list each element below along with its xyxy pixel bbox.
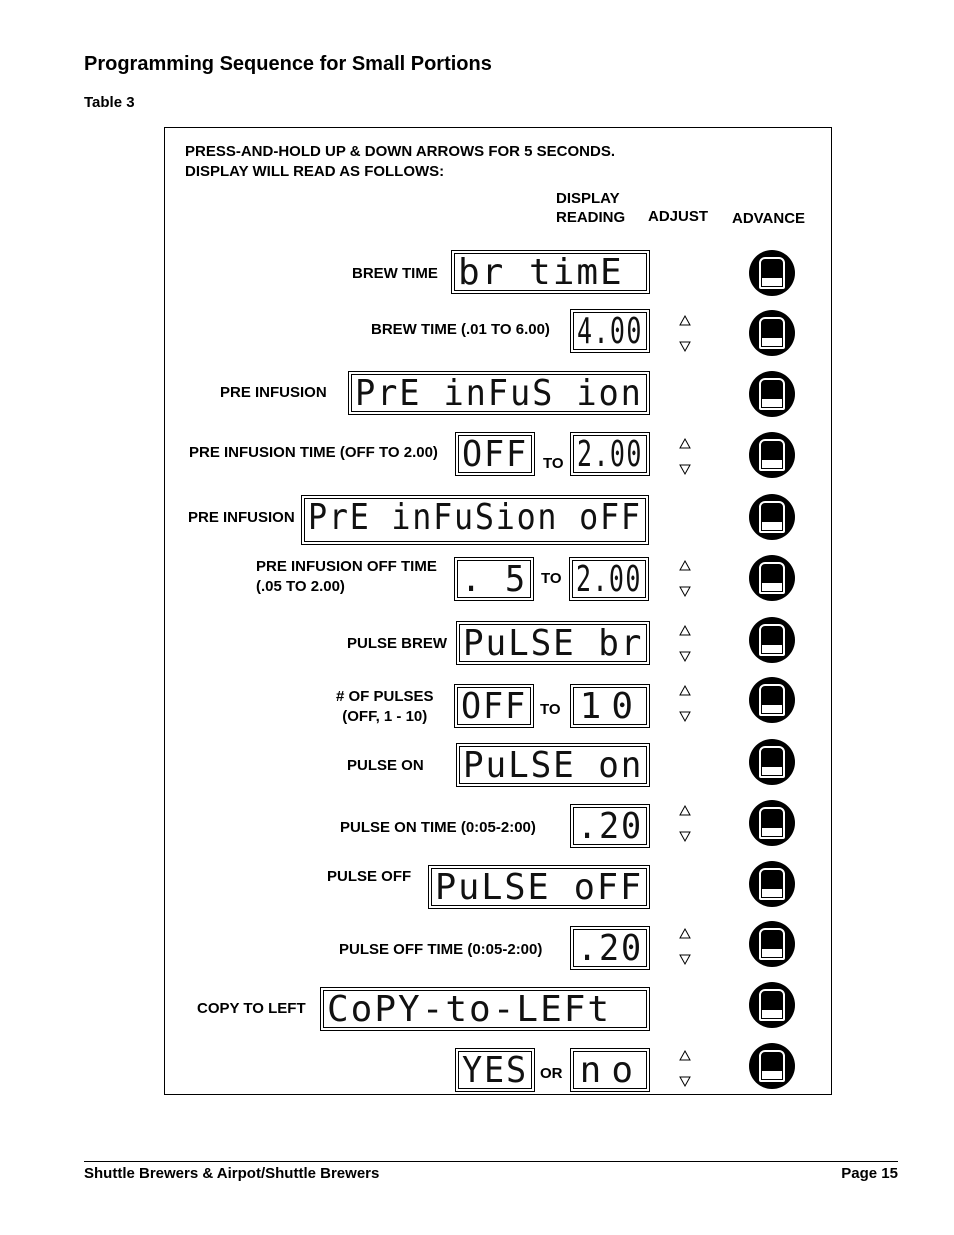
pulse-on-label: PULSE ON (347, 757, 424, 774)
advance-button-icon[interactable] (749, 250, 795, 296)
column-display-reading (556, 189, 625, 227)
up-arrow-icon[interactable] (679, 928, 691, 940)
up-arrow-icon[interactable] (679, 625, 691, 637)
advance-button-icon[interactable] (749, 800, 795, 846)
footer-page-number: Page 15 (841, 1165, 898, 1182)
confirm-connector: OR (540, 1065, 563, 1082)
advance-button-icon[interactable] (749, 739, 795, 785)
num-pulses-connector: TO (540, 701, 561, 718)
pulse-off-display (428, 865, 650, 909)
pre-infusion-display (348, 371, 650, 415)
down-arrow-icon[interactable] (679, 463, 691, 475)
confirm-display-b-text: no (579, 1050, 643, 1091)
pre-infusion-off-time-label-line2: (.05 TO 2.00) (256, 578, 345, 595)
advance-button-icon[interactable] (749, 677, 795, 723)
down-arrow-icon[interactable] (679, 830, 691, 842)
pulse-off-time-label: PULSE OFF TIME (0:05-2:00) (339, 941, 543, 958)
brew-time-set-display-text: 4.00 (577, 311, 643, 352)
down-arrow-icon[interactable] (679, 953, 691, 965)
pre-infusion-off-time-display-b (569, 557, 649, 601)
advance-button-icon[interactable] (749, 310, 795, 356)
column-advance: ADVANCE (732, 210, 806, 227)
pre-infusion-time-label: PRE INFUSION TIME (OFF TO 2.00) (189, 444, 438, 461)
pulse-on-display-text: PuLSE on (463, 745, 644, 786)
pulse-on-display (456, 743, 650, 787)
copy-to-left-label: COPY TO LEFT (197, 1000, 306, 1017)
advance-button-icon[interactable] (749, 371, 795, 417)
up-arrow-icon[interactable] (679, 805, 691, 817)
pre-infusion-time-display-b-text: 2.00 (577, 434, 643, 475)
pulse-brew-display (456, 621, 650, 665)
pulse-on-time-label: PULSE ON TIME (0:05-2:00) (340, 819, 536, 836)
num-pulses-display-b-text: 10 (579, 686, 643, 727)
brew-time-display-text: br timE (458, 252, 624, 293)
up-arrow-icon[interactable] (679, 1050, 691, 1062)
pre-infusion-off-time-display-a-text: . 5 (461, 559, 528, 600)
confirm-display-a (455, 1048, 535, 1092)
confirm-display-a-text: YES (462, 1050, 529, 1091)
page-title: Programming Sequence for Small Portions (84, 53, 492, 75)
pre-infusion-time-display-a-text: OFF (462, 434, 529, 475)
advance-button-icon[interactable] (749, 861, 795, 907)
pre-infusion-off-time-connector: TO (541, 570, 562, 587)
pre-infusion-off-label: PRE INFUSION (188, 509, 295, 526)
down-arrow-icon[interactable] (679, 340, 691, 352)
column-display-line2: READING (556, 209, 626, 226)
up-arrow-icon[interactable] (679, 438, 691, 450)
advance-button-icon[interactable] (749, 494, 795, 540)
num-pulses-label-line2: (OFF, 1 - 10) (342, 708, 428, 725)
table-label: Table 3 (84, 94, 135, 111)
advance-button-icon[interactable] (749, 555, 795, 601)
pulse-brew-display-text: PuLSE br (463, 623, 644, 664)
pulse-off-time-display-text: .20 (577, 928, 644, 969)
pre-infusion-display-text: PrE inFuS ion (355, 373, 643, 414)
pulse-brew-label: PULSE BREW (347, 635, 448, 652)
pre-infusion-off-time-display-b-text: 2.00 (576, 559, 642, 600)
up-arrow-icon[interactable] (679, 315, 691, 327)
pre-infusion-time-display-b (570, 432, 650, 476)
down-arrow-icon[interactable] (679, 585, 691, 597)
pulse-off-label: PULSE OFF (327, 868, 412, 885)
num-pulses-label-line1: # OF PULSES (336, 688, 434, 705)
pre-infusion-off-display (301, 495, 649, 545)
intro-text (185, 142, 615, 182)
brew-time-set-display (570, 309, 650, 353)
num-pulses-display-a (454, 684, 534, 728)
copy-to-left-display (320, 987, 650, 1031)
up-arrow-icon[interactable] (679, 685, 691, 697)
pre-infusion-off-time-label-line1: PRE INFUSION OFF TIME (256, 558, 437, 575)
pre-infusion-time-display-a (455, 432, 535, 476)
pulse-on-time-display (570, 804, 650, 848)
copy-to-left-display-text: CoPY-to-LEFt (327, 989, 612, 1030)
advance-button-icon[interactable] (749, 617, 795, 663)
down-arrow-icon[interactable] (679, 710, 691, 722)
advance-button-icon[interactable] (749, 982, 795, 1028)
intro-line-2: DISPLAY WILL READ AS FOLLOWS: (185, 163, 445, 180)
up-arrow-icon[interactable] (679, 560, 691, 572)
pulse-off-display-text: PuLSE oFF (435, 867, 644, 908)
pre-infusion-off-time-display-a (454, 557, 534, 601)
advance-button-icon[interactable] (749, 1043, 795, 1089)
pulse-on-time-display-text: .20 (577, 806, 644, 847)
confirm-display-b (570, 1048, 650, 1092)
brew-time-set-label: BREW TIME (.01 TO 6.00) (371, 321, 550, 338)
brew-time-display (451, 250, 650, 294)
down-arrow-icon[interactable] (679, 650, 691, 662)
footer-rule (84, 1161, 898, 1162)
advance-button-icon[interactable] (749, 921, 795, 967)
pre-infusion-time-connector: TO (543, 455, 564, 472)
column-adjust: ADJUST (648, 208, 709, 225)
intro-line-1: PRESS-AND-HOLD UP & DOWN ARROWS FOR 5 SECONDS. (185, 143, 616, 160)
footer-left: Shuttle Brewers & Airpot/Shuttle Brewers (84, 1165, 380, 1182)
brew-time-label: BREW TIME (352, 265, 438, 282)
advance-button-icon[interactable] (749, 432, 795, 478)
num-pulses-label (336, 687, 434, 727)
pre-infusion-off-time-label (256, 557, 437, 597)
pre-infusion-off-display-text: PrE inFuSion oFF (308, 497, 642, 538)
num-pulses-display-a-text: OFF (461, 686, 528, 727)
pre-infusion-label: PRE INFUSION (220, 384, 327, 401)
pulse-off-time-display (570, 926, 650, 970)
down-arrow-icon[interactable] (679, 1075, 691, 1087)
num-pulses-display-b (570, 684, 650, 728)
column-display-line1: DISPLAY (556, 190, 620, 207)
